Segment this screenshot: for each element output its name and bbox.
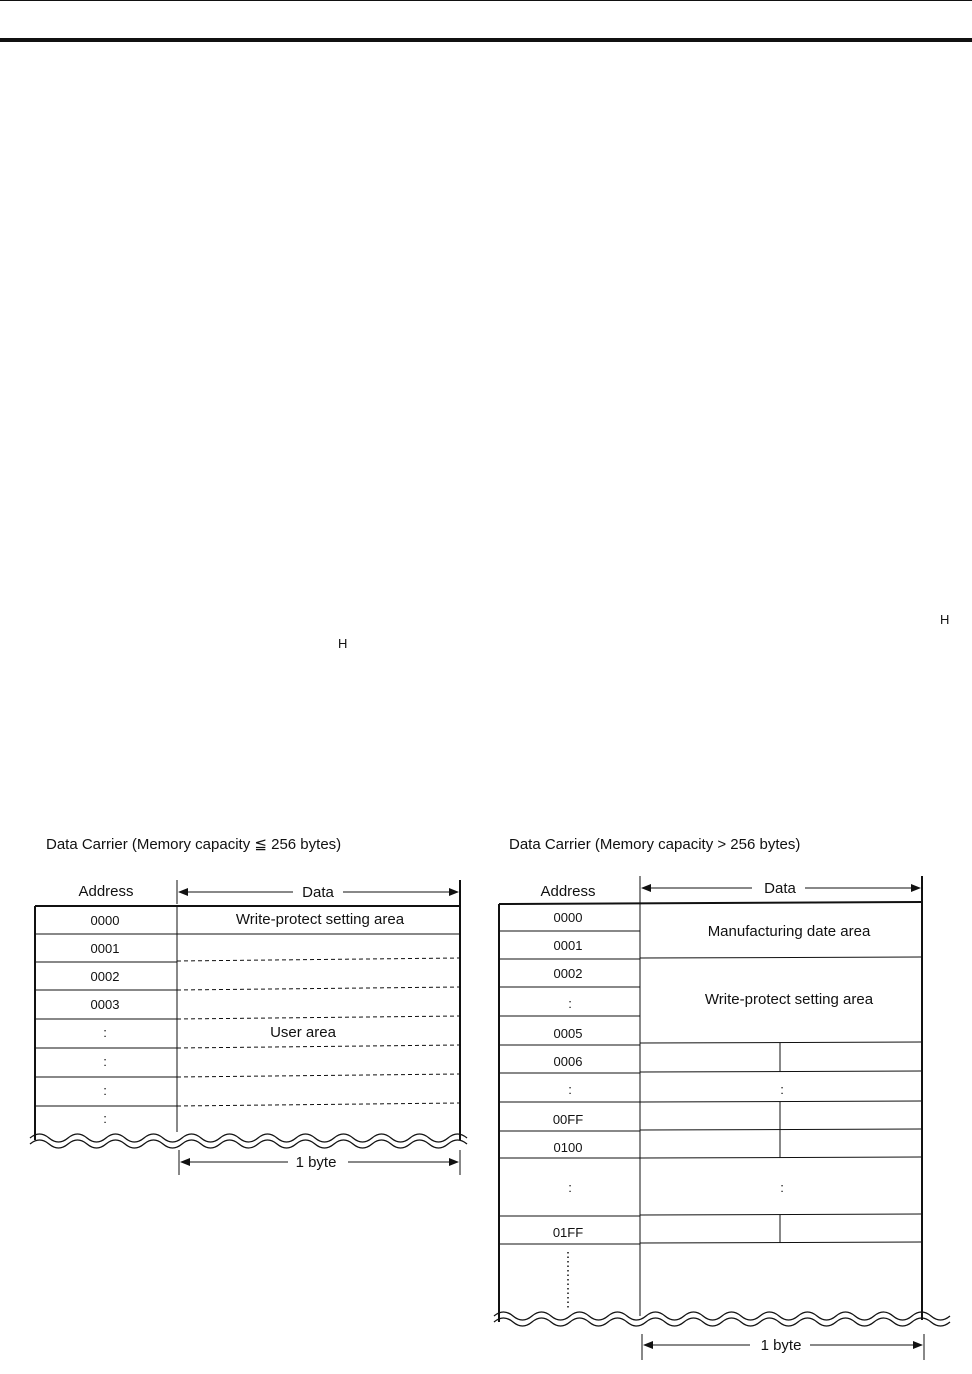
hex-suffix-mark: H xyxy=(940,612,950,627)
right-data-ellipsis: : xyxy=(780,1082,784,1097)
right-address-header: Address xyxy=(540,883,596,900)
hex-suffix-mark: H xyxy=(338,636,348,651)
right-address-cell: 0100 xyxy=(553,1140,583,1155)
right-diagram-caption: Data Carrier (Memory capacity > 256 bytes) xyxy=(509,836,801,853)
left-address-cell: : xyxy=(103,1111,107,1126)
left-write-protect-label: Write-protect setting area xyxy=(235,911,405,928)
left-address-cell: 0002 xyxy=(90,969,120,984)
right-byte-label: 1 byte xyxy=(760,1337,802,1354)
right-data-header: Data xyxy=(764,880,796,897)
right-address-cell: 0001 xyxy=(553,938,583,953)
right-address-cell: 01FF xyxy=(552,1225,584,1240)
right-address-cell: : xyxy=(568,1082,572,1097)
left-memory-map xyxy=(30,880,467,1175)
left-address-cell: 0001 xyxy=(90,941,120,956)
left-break-line xyxy=(30,1134,467,1142)
left-address-cell: 0003 xyxy=(90,997,120,1012)
right-memory-map xyxy=(494,876,950,1360)
left-address-cell: : xyxy=(103,1054,107,1069)
right-data-ellipsis: : xyxy=(780,1180,784,1195)
left-address-cell: 0000 xyxy=(90,913,120,928)
right-address-cell: 0000 xyxy=(553,910,583,925)
right-address-cell: : xyxy=(568,996,572,1011)
right-address-cell: 0002 xyxy=(553,966,583,981)
left-diagram-caption: Data Carrier (Memory capacity ≦ 256 bytes) xyxy=(46,836,342,853)
right-write-protect-label: Write-protect setting area xyxy=(704,991,874,1008)
left-address-cell: : xyxy=(103,1083,107,1098)
right-address-cell: 00FF xyxy=(552,1112,584,1127)
left-byte-label: 1 byte xyxy=(295,1154,337,1171)
right-address-cell: 0005 xyxy=(553,1026,583,1041)
left-address-header: Address xyxy=(78,883,134,900)
left-address-cell: : xyxy=(103,1025,107,1040)
left-data-header: Data xyxy=(302,884,334,901)
right-address-cell: : xyxy=(568,1180,572,1195)
left-user-area-label: User area xyxy=(270,1024,336,1041)
right-manufacturing-label: Manufacturing date area xyxy=(707,923,871,940)
right-address-cell: 0006 xyxy=(553,1054,583,1069)
